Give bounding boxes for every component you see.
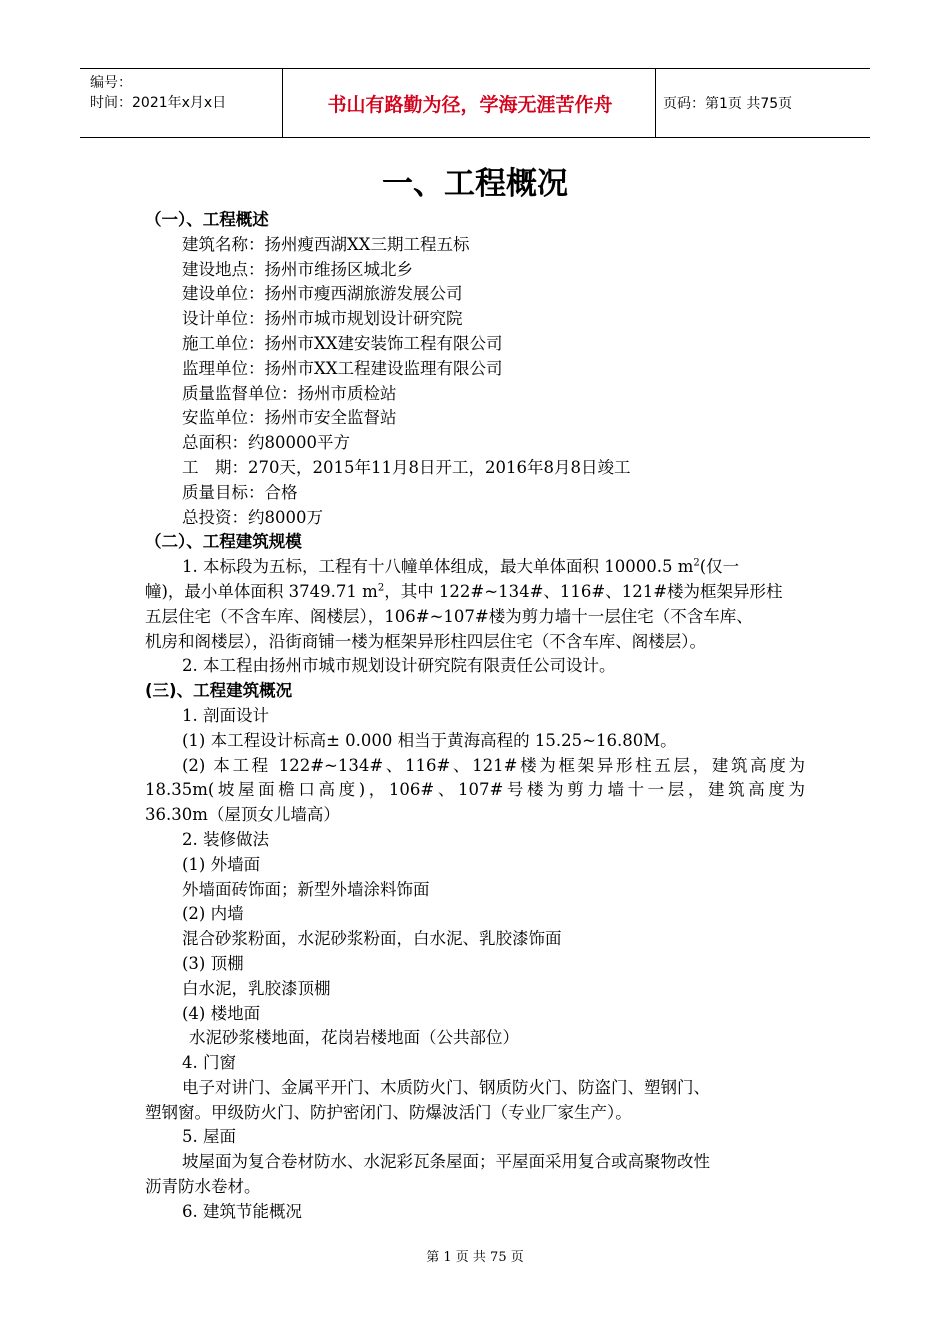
overview-line: 安监单位：扬州市安全监督站 (182, 408, 397, 428)
subsection-heading: 6. 建筑节能概况 (182, 1201, 302, 1221)
scale-paragraph-line (145, 580, 805, 605)
body-line: 混合砂浆粉面，水泥砂浆粉面，白水泥、乳胶漆饰面 (182, 929, 562, 949)
body-line: 18.35m(坡屋面檐口高度)，106#、107#号楼为剪力墙十一层，建筑高度为 (145, 780, 805, 800)
document-number-label: 编号： (90, 75, 132, 91)
body-line: (4) 楼地面 (182, 1003, 261, 1023)
scale-paragraph-line: 2. 本工程由扬州市城市规划设计研究院有限责任公司设计。 (182, 656, 616, 676)
scale-text: 幢)，最小单体面积 3749.71 m (145, 581, 378, 601)
overview-line: 总投资：约8000万 (182, 507, 323, 527)
overview-line: 质量目标：合格 (182, 482, 298, 502)
scale-text: ，其中 122#~134#、116#、121#楼为框架异形柱 (384, 581, 783, 601)
subsection-heading: 5. 屋面 (182, 1127, 236, 1147)
scale-paragraph-line: 机房和阁楼层），沿街商铺一楼为框架异形柱四层住宅（不含车库、阁楼层）。 (145, 631, 706, 651)
superscript: 2 (693, 557, 700, 569)
subsection-heading: 2. 装修做法 (182, 829, 269, 849)
body-line: 水泥砂浆楼地面，花岗岩楼地面（公共部位） (189, 1028, 519, 1048)
body-line: 电子对讲门、金属平开门、木质防火门、钢质防火门、防盗门、塑钢门、 (182, 1077, 710, 1097)
overview-line: 建设地点：扬州市维扬区城北乡 (182, 259, 413, 279)
section-heading-scale: （二）、工程建筑规模 (145, 532, 302, 552)
header-divider-left (282, 69, 283, 137)
scale-text: 1. 本标段为五标，工程有十八幢单体组成，最大单体面积 10000.5 m (182, 557, 694, 577)
subsection-heading: 1. 剖面设计 (182, 705, 269, 725)
overview-line: 建设单位：扬州市瘦西湖旅游发展公司 (182, 284, 463, 304)
header-page-code: 页码：第1页 共75页 (663, 96, 793, 112)
scale-paragraph-line: 五层住宅（不含车库、阁楼层），106#~107#楼为剪力墙十一层住宅（不含车库、 (145, 606, 753, 626)
body-line: 沥青防水卷材。 (145, 1177, 261, 1197)
overview-line: 总面积：约80000平方 (182, 433, 350, 453)
body-line: (1) 外墙面 (182, 854, 261, 874)
overview-line: 质量监督单位：扬州市质检站 (182, 383, 397, 403)
body-line: 白水泥，乳胶漆顶棚 (182, 978, 331, 998)
subsection-heading: 4. 门窗 (182, 1053, 236, 1073)
overview-line: 监理单位：扬州市XX工程建设监理有限公司 (182, 358, 503, 378)
document-time-label: 时间：2021年x月x日 (90, 95, 227, 111)
page-header (80, 68, 870, 138)
body-line: 坡屋面为复合卷材防水、水泥彩瓦条屋面；平屋面采用复合或高聚物改性 (182, 1152, 710, 1172)
body-line: (3) 顶棚 (182, 953, 244, 973)
body-line: (2) 内墙 (182, 904, 244, 924)
section-heading-architecture: (三)、工程建筑概况 (145, 681, 293, 701)
body-line: 塑钢窗。甲级防火门、防护密闭门、防爆波活门（专业厂家生产）。 (145, 1102, 632, 1122)
body-line: (2) 本工程 122#~134#、116#、121#楼为框架异形柱五层，建筑高度为 (182, 755, 805, 775)
scale-paragraph-line (145, 555, 805, 580)
document-body (145, 208, 805, 1225)
page-title: 一、工程概况 (382, 166, 568, 202)
scale-text: (仅一 (699, 557, 740, 577)
overview-line: 施工单位：扬州市XX建安装饰工程有限公司 (182, 333, 503, 353)
body-line: 外墙面砖饰面；新型外墙涂料饰面 (182, 879, 430, 899)
header-divider-right (655, 69, 656, 137)
overview-line: 建筑名称：扬州瘦西湖XX三期工程五标 (182, 234, 470, 254)
overview-line: 设计单位：扬州市城市规划设计研究院 (182, 309, 463, 329)
section-heading-overview: （一）、工程概述 (145, 210, 269, 229)
body-line: (1) 本工程设计标高± 0.000 相当于黄海高程的 15.25~16.80M。 (182, 730, 677, 750)
body-line: 36.30m（屋顶女儿墙高） (145, 805, 340, 825)
superscript: 2 (377, 582, 385, 594)
overview-line: 工 期：270天，2015年11月8日开工，2016年8月8日竣工 (182, 457, 631, 477)
header-motto: 书山有路勤为径，学海无涯苦作舟 (327, 93, 613, 116)
page-footer: 第 1 页 共 75 页 (426, 1250, 524, 1265)
header-meta (90, 73, 226, 113)
